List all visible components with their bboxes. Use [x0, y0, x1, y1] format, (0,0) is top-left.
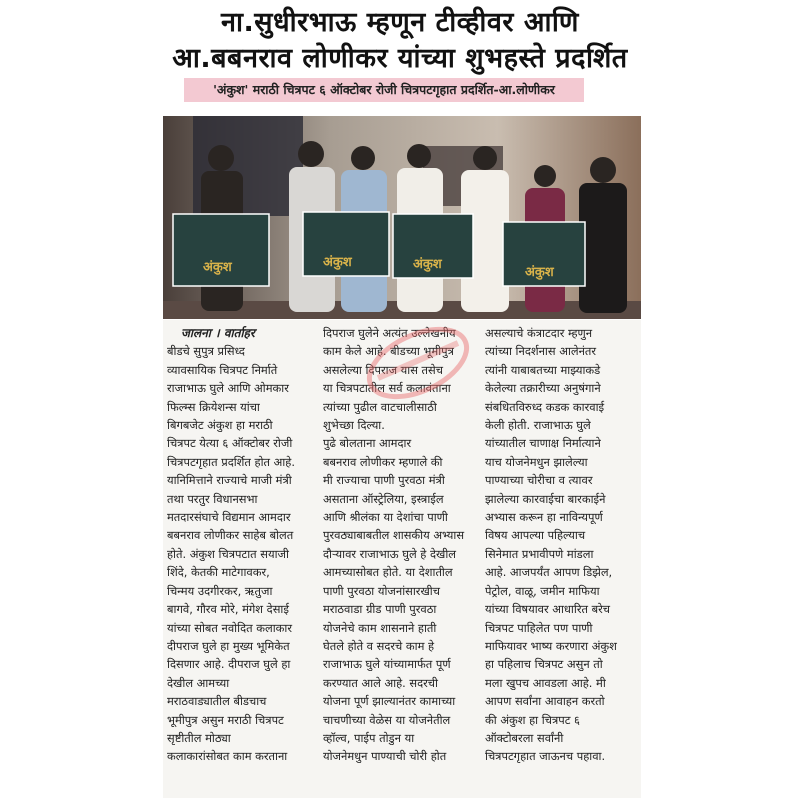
article-line: सिनेमात प्रभावीपणे मांडला — [485, 546, 594, 561]
event-photo-illustration — [163, 116, 641, 319]
article-line: आमच्यासोबत होते. या देशातील — [323, 565, 453, 580]
article-line: पाणी पुरवठा योजनांसारखीच — [323, 583, 440, 598]
news-photo — [163, 116, 641, 319]
article-line: त्यांनी याबाबतच्या माझ्याकडे — [485, 362, 601, 377]
article-line: राजाभाऊ घुले यांच्यामार्फत पूर्ण — [323, 657, 451, 672]
article-line: बीडचे सुपुत्र प्रसिध्द — [167, 344, 245, 359]
subheadline: 'अंकुश' मराठी चित्रपट ६ ऑक्टोबर रोजी चित्रपटगृहात प्रदर्शित-आ.लोणीकर — [184, 78, 584, 102]
article-line: भूमीपुत्र असुन मराठी चित्रपट — [167, 712, 284, 727]
article-line: मतदारसंघाचे विद्यमान आमदार — [167, 510, 291, 525]
article-line: दीपराज घुले हा मुख्य भूमिकेत — [167, 638, 290, 653]
article-column-2 — [323, 324, 473, 766]
article-line: कलाकारांसोबत काम करताना — [167, 749, 288, 764]
article-line: अभ्यास करून हा नाविन्यपूर्ण — [485, 510, 603, 525]
article-line: संबधितविरुध्द कडक कारवाई — [485, 399, 605, 414]
article-line: केली होती. राजाभाऊ घुले — [485, 418, 591, 433]
article-line: यानिमित्ताने राज्याचे माजी मंत्री — [167, 473, 292, 488]
article-line: योजनेचे काम शासनाने हाती — [323, 620, 437, 635]
article-line: बिगबजेट अंकुश हा मराठी — [167, 418, 273, 433]
article-line: मी राज्याचा पाणी पुरवठा मंत्री — [323, 473, 445, 488]
article-line: चित्रपट पाहिलेत पण पाणी — [485, 620, 593, 635]
article-line: करण्यात आले आहे. सदरची — [323, 675, 438, 690]
poster-title-3: अंकुश — [413, 257, 442, 272]
article-line: आहे. आजपर्यंत आपण डिझेल, — [485, 565, 613, 580]
article-line: व्हॉल्व, पाईप तोडुन या — [323, 730, 415, 745]
article-line: बबनराव लोणीकर साहेब बोलत — [167, 528, 294, 543]
article-line: मला खुपच आवडला आहे. मी — [485, 675, 606, 690]
article-line: चित्रपट येत्या ६ ऑक्टोबर रोजी — [167, 436, 293, 451]
article-line: होते. अंकुश चित्रपटात सयाजी — [167, 546, 289, 561]
article-line: असलेल्या दिपराज यास तसेच — [323, 362, 443, 377]
article-line: पुरवठ्याबाबतील शासकीय अभ्यास — [323, 528, 465, 543]
article-line: चित्रपटगृहात जाऊनच पहावा. — [485, 749, 606, 764]
poster-title-2: अंकुश — [323, 255, 352, 270]
article-line: चिन्मय उदगीरकर, ऋतुजा — [167, 583, 273, 598]
article-line: दिपराज घुलेने अत्यंत उल्लेखनीय — [323, 326, 456, 340]
article-line: योजनेमधुन पाण्याची चोरी होत — [323, 749, 447, 764]
article-line: विषय आपल्या पहिल्याच — [485, 528, 586, 543]
article-line: व्यावसायिक चित्रपट निर्माते — [167, 362, 278, 377]
article-line: पाण्याच्या चोरीचा व त्यावर — [485, 473, 593, 488]
article-line: झालेल्या कारवाईचा बारकाईने — [485, 491, 606, 506]
article-line: तथा परतुर विधानसभा — [167, 491, 258, 506]
article-line: त्यांच्या पुढील वाटचालीसाठी — [323, 399, 437, 414]
article-line: देखील आमच्या — [167, 675, 230, 690]
article-line: या चित्रपटातील सर्व कलावंताना — [323, 381, 451, 396]
article-line: बागवे, गौरव मोरे, मंगेश देसाई — [167, 602, 289, 617]
dateline: जालना । वार्ताहर — [181, 326, 255, 340]
article-line: योजना पूर्ण झाल्यानंतर कामाच्या — [323, 694, 456, 709]
article-line: राजाभाऊ घुले आणि ओमकार — [167, 381, 289, 396]
article-line: दिसणार आहे. दीपराज घुले हा — [167, 657, 291, 672]
poster-title-1: अंकुश — [203, 260, 232, 275]
article-line: चाचणीच्या वेळेस या योजनेतील — [323, 712, 451, 727]
article-line: घेतले होते व सदरचे काम हे — [323, 638, 435, 653]
article-line: ऑक्टोबरला सर्वांनी — [485, 730, 564, 745]
article-line: मराठवाडा ग्रीड पाणी पुरवठा — [323, 602, 437, 617]
article-line: आणि श्रीलंका या देशांचा पाणी — [323, 510, 448, 525]
article-line: बबनराव लोणीकर म्हणाले की — [323, 454, 443, 469]
article-column-1 — [167, 324, 317, 766]
article-line: सृष्टीतील मोठ्या — [167, 730, 231, 745]
article-line: पुढे बोलताना आमदार — [323, 436, 412, 451]
article-line: यांच्या विषयावर आधारित बरेच — [485, 602, 610, 617]
article-line: असल्याचे कंत्राटदार म्हणुन — [485, 326, 593, 340]
article-column-3 — [485, 324, 637, 766]
article-line: असताना ऑस्ट्रेलिया, इस्त्राईल — [323, 491, 444, 506]
headline-line-1: ना.सुधीरभाऊ म्हणून टीव्हीवर आणि — [221, 7, 579, 38]
article-line: दौऱ्यावर राजाभाऊ घुले हे देखील — [323, 546, 457, 561]
article-line: की अंकुश हा चित्रपट ६ — [485, 712, 580, 727]
article-line: केलेल्या तक्रारीच्या अनुषंगाने — [485, 381, 601, 396]
article-line: मराठवाड्यातील बीडचाच — [167, 694, 267, 709]
article-line: याच योजनेमधुन झालेल्या — [485, 454, 588, 469]
headline-line-2: आ.बबनराव लोणीकर यांच्या शुभहस्ते प्रदर्शित — [172, 43, 628, 74]
poster-title-4: अंकुश — [525, 265, 554, 280]
article-line: यांच्या सोबत नवोदित कलाकार — [167, 620, 293, 635]
article-line: माफियावर भाष्य करणारा अंकुश — [485, 638, 617, 653]
article-line: हा पहिलाच चित्रपट असुन तो — [485, 657, 603, 672]
article-line: फिल्म्स क्रियेशन्स यांचा — [167, 399, 260, 414]
article-line: शिंदे, केतकी माटेगावकर, — [167, 565, 270, 580]
article-line: चित्रपटगृहात प्रदर्शित होत आहे. — [167, 454, 295, 469]
article-line: पेट्रोल, वाळू, जमीन माफिया — [485, 583, 600, 598]
article-line: शुभेच्छा दिल्या. — [323, 418, 385, 433]
article-line: काम केले आहे. बीडच्या भूमीपुत्र — [323, 344, 454, 359]
article-body — [163, 320, 641, 798]
article-line: आपण सर्वांना आवाहन करतो — [485, 694, 605, 709]
article-line: त्यांच्या निदर्शनास आलेनंतर — [485, 344, 597, 359]
article-line: यांच्यातील चाणाक्ष निर्मात्याने — [485, 436, 601, 451]
